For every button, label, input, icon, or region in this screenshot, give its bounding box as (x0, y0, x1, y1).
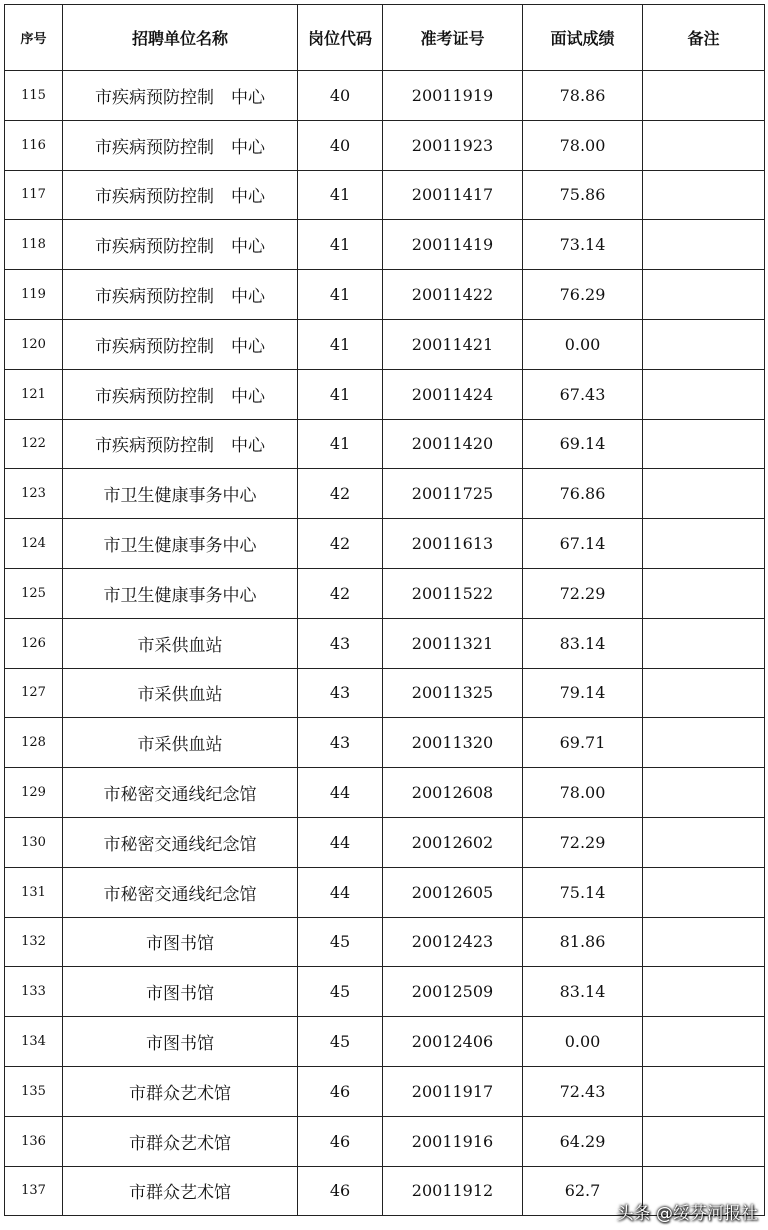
cell-unit-name: 市疾病预防控制 中心 (63, 170, 298, 220)
cell-remarks (643, 220, 765, 270)
cell-serial: 134 (5, 1017, 63, 1067)
table-row (5, 1116, 765, 1166)
cell-admission-number: 20012509 (383, 967, 523, 1017)
cell-serial: 124 (5, 519, 63, 569)
cell-position-code: 40 (298, 71, 383, 121)
cell-serial: 116 (5, 120, 63, 170)
cell-serial: 126 (5, 618, 63, 668)
cell-position-code: 45 (298, 917, 383, 967)
cell-position-code: 43 (298, 618, 383, 668)
cell-serial: 117 (5, 170, 63, 220)
cell-interview-score: 69.14 (523, 419, 643, 469)
cell-remarks (643, 71, 765, 121)
cell-remarks (643, 469, 765, 519)
cell-unit-name: 市卫生健康事务中心 (63, 519, 298, 569)
cell-remarks (643, 270, 765, 320)
cell-admission-number: 20011522 (383, 568, 523, 618)
cell-position-code: 43 (298, 718, 383, 768)
cell-remarks (643, 170, 765, 220)
table-row (5, 1017, 765, 1067)
table-row (5, 319, 765, 369)
cell-interview-score: 83.14 (523, 618, 643, 668)
cell-position-code: 46 (298, 1066, 383, 1116)
cell-admission-number: 20011421 (383, 319, 523, 369)
cell-admission-number: 20011613 (383, 519, 523, 569)
cell-interview-score: 69.71 (523, 718, 643, 768)
cell-position-code: 41 (298, 270, 383, 320)
table-row (5, 519, 765, 569)
cell-admission-number: 20011919 (383, 71, 523, 121)
cell-serial: 133 (5, 967, 63, 1017)
watermark: 头条 @绥芬河报社 (616, 1204, 758, 1224)
cell-position-code: 45 (298, 1017, 383, 1067)
table-row (5, 867, 765, 917)
table-row (5, 917, 765, 967)
cell-remarks (643, 618, 765, 668)
cell-position-code: 44 (298, 867, 383, 917)
header-remarks: 备注 (643, 5, 765, 71)
cell-interview-score: 75.14 (523, 867, 643, 917)
cell-position-code: 40 (298, 120, 383, 170)
cell-interview-score: 78.00 (523, 120, 643, 170)
cell-remarks (643, 1017, 765, 1067)
cell-position-code: 42 (298, 568, 383, 618)
header-row (5, 5, 765, 71)
cell-remarks (643, 1066, 765, 1116)
cell-unit-name: 市群众艺术馆 (63, 1116, 298, 1166)
cell-remarks (643, 419, 765, 469)
cell-serial: 119 (5, 270, 63, 320)
cell-serial: 135 (5, 1066, 63, 1116)
cell-unit-name: 市图书馆 (63, 967, 298, 1017)
cell-interview-score: 67.14 (523, 519, 643, 569)
cell-admission-number: 20011420 (383, 419, 523, 469)
table-row (5, 618, 765, 668)
cell-serial: 137 (5, 1166, 63, 1216)
cell-remarks (643, 568, 765, 618)
header-admission-number: 准考证号 (383, 5, 523, 71)
cell-interview-score: 83.14 (523, 967, 643, 1017)
cell-interview-score: 64.29 (523, 1116, 643, 1166)
cell-admission-number: 20011417 (383, 170, 523, 220)
cell-unit-name: 市秘密交通线纪念馆 (63, 867, 298, 917)
header-position-code: 岗位代码 (298, 5, 383, 71)
cell-interview-score: 75.86 (523, 170, 643, 220)
cell-serial: 129 (5, 768, 63, 818)
cell-admission-number: 20011923 (383, 120, 523, 170)
cell-interview-score: 72.43 (523, 1066, 643, 1116)
table-row (5, 419, 765, 469)
table-row (5, 71, 765, 121)
cell-remarks (643, 967, 765, 1017)
cell-remarks (643, 519, 765, 569)
cell-admission-number: 20011424 (383, 369, 523, 419)
cell-interview-score: 67.43 (523, 369, 643, 419)
cell-unit-name: 市图书馆 (63, 917, 298, 967)
cell-admission-number: 20011325 (383, 668, 523, 718)
cell-serial: 131 (5, 867, 63, 917)
table-row (5, 668, 765, 718)
cell-interview-score: 81.86 (523, 917, 643, 967)
cell-serial: 115 (5, 71, 63, 121)
table-row (5, 817, 765, 867)
cell-admission-number: 20012605 (383, 867, 523, 917)
cell-remarks (643, 319, 765, 369)
cell-position-code: 44 (298, 768, 383, 818)
cell-unit-name: 市疾病预防控制 中心 (63, 419, 298, 469)
cell-interview-score: 73.14 (523, 220, 643, 270)
cell-unit-name: 市秘密交通线纪念馆 (63, 768, 298, 818)
cell-interview-score: 62.7 (523, 1166, 643, 1216)
cell-serial: 120 (5, 319, 63, 369)
table-row (5, 768, 765, 818)
cell-remarks (643, 817, 765, 867)
table-body (5, 71, 765, 1216)
cell-position-code: 41 (298, 319, 383, 369)
cell-unit-name: 市疾病预防控制 中心 (63, 220, 298, 270)
cell-admission-number: 20012406 (383, 1017, 523, 1067)
cell-admission-number: 20011916 (383, 1116, 523, 1166)
cell-admission-number: 20012608 (383, 768, 523, 818)
cell-interview-score: 79.14 (523, 668, 643, 718)
cell-serial: 122 (5, 419, 63, 469)
cell-interview-score: 72.29 (523, 568, 643, 618)
cell-serial: 118 (5, 220, 63, 270)
cell-position-code: 46 (298, 1116, 383, 1166)
cell-remarks (643, 867, 765, 917)
cell-interview-score: 78.00 (523, 768, 643, 818)
cell-serial: 121 (5, 369, 63, 419)
cell-serial: 128 (5, 718, 63, 768)
cell-position-code: 43 (298, 668, 383, 718)
cell-interview-score: 78.86 (523, 71, 643, 121)
cell-interview-score: 0.00 (523, 1017, 643, 1067)
table-row (5, 270, 765, 320)
cell-unit-name: 市采供血站 (63, 718, 298, 768)
cell-unit-name: 市采供血站 (63, 668, 298, 718)
cell-serial: 125 (5, 568, 63, 618)
table-row (5, 469, 765, 519)
table-row (5, 170, 765, 220)
cell-serial: 136 (5, 1116, 63, 1166)
cell-remarks (643, 120, 765, 170)
cell-unit-name: 市疾病预防控制 中心 (63, 319, 298, 369)
cell-position-code: 41 (298, 220, 383, 270)
score-table (4, 4, 765, 1216)
cell-unit-name: 市疾病预防控制 中心 (63, 120, 298, 170)
cell-serial: 127 (5, 668, 63, 718)
cell-remarks (643, 1116, 765, 1166)
cell-admission-number: 20011321 (383, 618, 523, 668)
cell-serial: 132 (5, 917, 63, 967)
cell-unit-name: 市群众艺术馆 (63, 1166, 298, 1216)
cell-unit-name: 市疾病预防控制 中心 (63, 71, 298, 121)
table-row (5, 120, 765, 170)
cell-interview-score: 72.29 (523, 817, 643, 867)
cell-admission-number: 20011912 (383, 1166, 523, 1216)
cell-interview-score: 0.00 (523, 319, 643, 369)
table-row (5, 1066, 765, 1116)
cell-serial: 130 (5, 817, 63, 867)
cell-remarks (643, 917, 765, 967)
cell-position-code: 42 (298, 469, 383, 519)
cell-unit-name: 市图书馆 (63, 1017, 298, 1067)
header-serial: 序号 (5, 5, 63, 71)
table-row (5, 718, 765, 768)
cell-position-code: 41 (298, 419, 383, 469)
cell-unit-name: 市疾病预防控制 中心 (63, 369, 298, 419)
cell-position-code: 45 (298, 967, 383, 1017)
cell-unit-name: 市秘密交通线纪念馆 (63, 817, 298, 867)
cell-admission-number: 20011422 (383, 270, 523, 320)
cell-remarks (643, 668, 765, 718)
cell-admission-number: 20011320 (383, 718, 523, 768)
table-row (5, 967, 765, 1017)
cell-unit-name: 市卫生健康事务中心 (63, 469, 298, 519)
cell-unit-name: 市卫生健康事务中心 (63, 568, 298, 618)
table-row (5, 369, 765, 419)
table-row (5, 220, 765, 270)
cell-position-code: 41 (298, 369, 383, 419)
cell-position-code: 41 (298, 170, 383, 220)
cell-unit-name: 市采供血站 (63, 618, 298, 668)
cell-remarks (643, 718, 765, 768)
cell-interview-score: 76.86 (523, 469, 643, 519)
cell-remarks (643, 768, 765, 818)
header-unit-name: 招聘单位名称 (63, 5, 298, 71)
cell-position-code: 42 (298, 519, 383, 569)
cell-unit-name: 市群众艺术馆 (63, 1066, 298, 1116)
cell-admission-number: 20011419 (383, 220, 523, 270)
cell-admission-number: 20012602 (383, 817, 523, 867)
cell-admission-number: 20012423 (383, 917, 523, 967)
cell-remarks (643, 369, 765, 419)
cell-interview-score: 76.29 (523, 270, 643, 320)
table-row (5, 568, 765, 618)
cell-position-code: 46 (298, 1166, 383, 1216)
cell-unit-name: 市疾病预防控制 中心 (63, 270, 298, 320)
cell-position-code: 44 (298, 817, 383, 867)
cell-serial: 123 (5, 469, 63, 519)
cell-admission-number: 20011917 (383, 1066, 523, 1116)
header-interview-score: 面试成绩 (523, 5, 643, 71)
cell-admission-number: 20011725 (383, 469, 523, 519)
